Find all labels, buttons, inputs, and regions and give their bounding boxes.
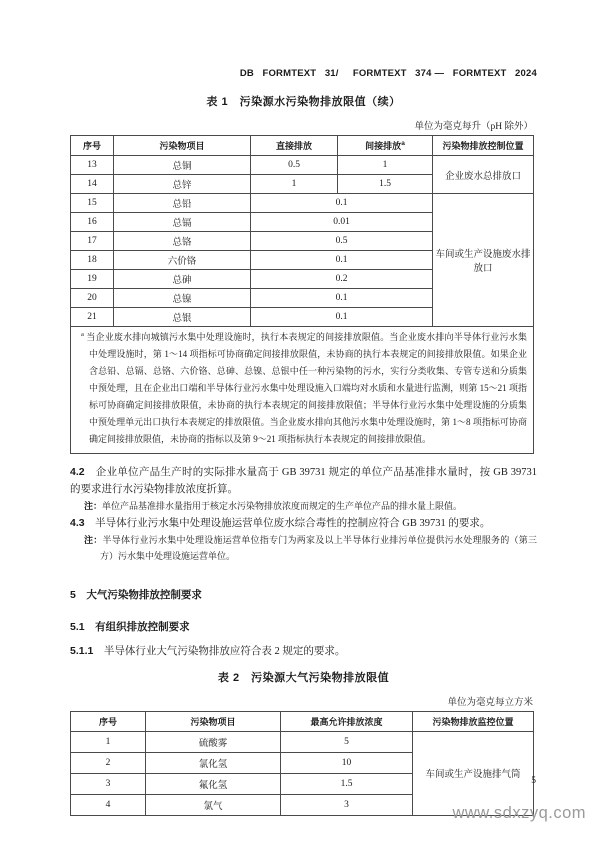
cell-direct: 1 (251, 175, 338, 194)
column-header-item: 污染物项目 (114, 136, 251, 156)
column-header-max-concentration: 最高允许排放浓度 (281, 711, 413, 731)
table-row (71, 194, 534, 213)
note-label: 注： (84, 501, 103, 511)
table2-header-row (71, 711, 534, 731)
section-5-1-1-text: 半导体行业大气污染物排放应符合表 2 规定的要求。 (103, 646, 346, 657)
note-text: 半导体行业污水集中处理设施运营单位指专门为两家及以上半导体行业排污单位提供污水处理服务的（第三方）污水集中处理设施运营单位。 (100, 535, 537, 561)
cell-no: 14 (71, 175, 114, 194)
cell-item: 六价铬 (114, 251, 251, 270)
section-4-3 (70, 515, 537, 533)
note-text: 单位产品基准排水量指用于核定水污染物排放浓度而规定的生产单位产品的排水量上限值。 (102, 501, 463, 511)
cell-no: 21 (71, 308, 114, 327)
cell-combined-limit: 0.1 (251, 251, 433, 270)
cell-no: 15 (71, 194, 114, 213)
cell-item: 氯化氢 (146, 752, 281, 773)
section-5-1-heading: 5.1 有组织排放控制要求 (70, 621, 190, 633)
section-4-3-text: 半导体行业污水集中处理设施运营单位废水综合毒性的控制应符合 GB 39731 的要求。 (95, 517, 491, 529)
column-header-monitor-location: 污染物排放监控位置 (413, 711, 534, 731)
cell-no: 20 (71, 289, 114, 308)
section-4-2-number: 4.2 (70, 466, 85, 478)
cell-item: 氯气 (146, 794, 281, 815)
cell-item: 总银 (114, 308, 251, 327)
table1-unit-note: 单位为毫克每升（pH 除外） (414, 122, 533, 132)
cell-no: 1 (71, 731, 146, 752)
column-header-direct: 直接排放 (251, 136, 338, 156)
cell-location-stack: 车间或生产设施排气筒 (413, 731, 534, 815)
cell-item: 硫酸雾 (146, 731, 281, 752)
section-4-2-note (70, 499, 537, 515)
cell-value: 10 (281, 752, 413, 773)
table1-header-row (71, 136, 534, 156)
cell-no: 2 (71, 752, 146, 773)
cell-no: 13 (71, 156, 114, 175)
table1-footnote-row (71, 327, 534, 454)
footnote-paragraph (81, 329, 527, 448)
table-row (71, 156, 534, 175)
footnote-marker-superscript: a (401, 140, 405, 147)
cell-value: 1.5 (281, 773, 413, 794)
section-5-1-1-number: 5.1.1 (70, 645, 94, 657)
cell-item: 总砷 (114, 270, 251, 289)
table1-water-pollutants (70, 135, 534, 454)
cell-combined-limit: 0.5 (251, 232, 433, 251)
section-4-2 (70, 464, 537, 498)
document-header: DB FORMTEXT 31/ FORMTEXT 374 — FORMTEXT 2024 (239, 68, 537, 79)
section-4-2-text: 企业单位产品生产时的实际排水量高于 GB 39731 规定的单位产品基准排水量时，按 GB 39731 的要求进行水污染物排放浓度折算。 (70, 467, 538, 495)
cell-no: 16 (71, 213, 114, 232)
cell-indirect: 1 (338, 156, 433, 175)
cell-combined-limit: 0.1 (251, 194, 433, 213)
cell-direct: 0.5 (251, 156, 338, 175)
cell-no: 3 (71, 773, 146, 794)
table1-footnote (71, 327, 534, 454)
cell-combined-limit: 0.1 (251, 308, 433, 327)
footnote-marker: a (81, 331, 84, 338)
cell-no: 4 (71, 794, 146, 815)
cell-item: 总铅 (114, 194, 251, 213)
section-4-3-number: 4.3 (70, 516, 85, 529)
cell-value: 5 (281, 731, 413, 752)
table1-title: 表 1 污染源水污染物排放限值（续） (206, 96, 401, 108)
table2-unit-note: 单位为毫克每立方米 (447, 697, 533, 708)
cell-item: 总镉 (114, 213, 251, 232)
column-header-item: 污染物项目 (146, 711, 281, 731)
section-4-3-note (70, 533, 537, 564)
column-header-indirect (338, 136, 433, 156)
table2-air-pollutants (70, 711, 534, 816)
cell-combined-limit: 0.01 (251, 213, 433, 232)
footnote-text: 当企业废水排向城镇污水集中处理设施时，执行本表规定的间接排放限值。当企业废水排向半导体行业污水集中处理设施时，第 1～14 项指标可协商确定间接排放限值，未协商的执行本表规定的间接排放限值。如果企业含总铅、总镉、总铬、六价铬、总砷、总镍、总银中任一种污染物的污水，实行分类收集、专管专送和分质集中预处理，且在企业出口端和半导体行业污水集中处理设施入口端均对水质和水量进行监测，则第 15～21 项指标可协商确定间接排放限值，未协商的执行本表规定的间接排放限值；半导体行业污水集中处理设施的分质集中预处理单元出口执行本表规定的排放限值。当企业废水排向其他污水集中处理设施时，第 1～8 项指标可协商确定间接排放限值，未协商的指标以及第 9～21 项指标执行本表规定的间接排放限值。 (86, 332, 527, 444)
cell-item: 总铬 (114, 232, 251, 251)
cell-location-workshop: 车间或生产设施废水排放口 (433, 194, 534, 327)
column-header-no: 序号 (71, 711, 146, 731)
section-5-heading: 5 大气污染物排放控制要求 (70, 589, 202, 601)
cell-value: 3 (281, 794, 413, 815)
cell-no: 19 (71, 270, 114, 289)
watermark-url: www.sdxzyq.com (452, 804, 586, 822)
note-label: 注： (84, 535, 103, 545)
table-row (71, 731, 534, 752)
cell-combined-limit: 0.2 (251, 270, 433, 289)
cell-item: 总铜 (114, 156, 251, 175)
cell-no: 18 (71, 251, 114, 270)
cell-location-outlet: 企业废水总排放口 (433, 156, 534, 194)
column-header-location: 污染物排放控制位置 (433, 136, 534, 156)
cell-no: 17 (71, 232, 114, 251)
cell-combined-limit: 0.1 (251, 289, 433, 308)
page-content (70, 0, 537, 816)
cell-item: 总锌 (114, 175, 251, 194)
column-header-no: 序号 (71, 136, 114, 156)
table2-title: 表 2 污染源大气污染物排放限值 (217, 671, 390, 684)
cell-indirect: 1.5 (338, 175, 433, 194)
section-5-1-1 (70, 643, 537, 661)
page-number: 5 (531, 776, 536, 786)
cell-item: 氟化氢 (146, 773, 281, 794)
cell-item: 总镍 (114, 289, 251, 308)
column-header-indirect-label: 间接排放 (365, 141, 402, 151)
